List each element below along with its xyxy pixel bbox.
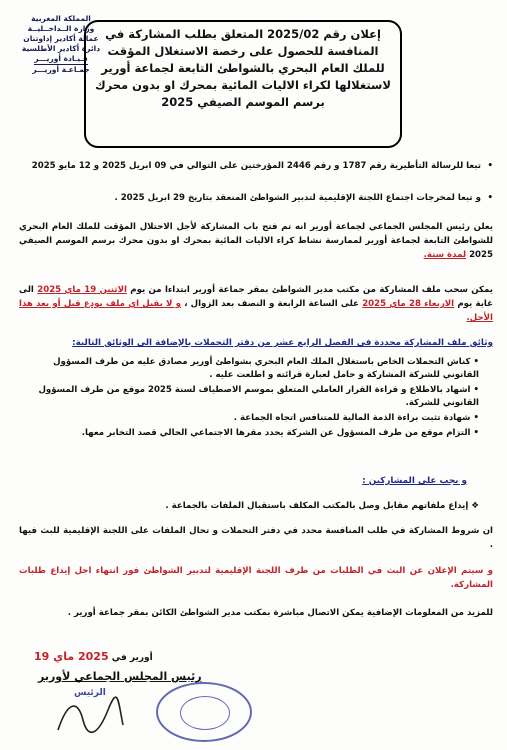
letterhead-line: قـيـادة أوريـــر [34, 54, 88, 63]
signature-date: أورير في 2025 ماي 19 [34, 650, 153, 663]
reference-bullet-1: •تبعا للرسالة التأطيرية رقم 1787 و رقم 2446 المؤرختين على التوالي في 09 ابريل 2025 و 12 مايو 2025 [31, 161, 493, 171]
letterhead-line: جمـاعـة أوريـــر [32, 65, 90, 74]
conditions-paragraph: ان شروط المشاركة في طلب المنافسة محدد في دفتر التحملات و تحال الملفات على اللجنة الإقليمية للبث فيها . [19, 526, 493, 550]
obligations-header: و يجب على المشاركين : [362, 476, 467, 486]
announcement-title-box [84, 20, 402, 148]
deadline-warning: و لا يقبل اي ملف يودع قبل أو بعد هذا الأجل. [19, 299, 493, 323]
obligations-list [17, 500, 479, 515]
announcement-season: برسم الموسم الصيفي 2025 [161, 95, 325, 109]
letterhead-line: دائرة أكادير الأطلسية [21, 44, 101, 53]
list-item: • شهادة تثبت براءة الذمة المالية للمتنافس اتجاه الجماعة . [233, 413, 479, 423]
announcement-title: إعلان رقم 2025/02 المتعلق بطلب المشاركة في المنافسة للحصول على رخصة الاستغلال المؤقت للملك العام البحري بالشواطئ التابعة لجماعة أورير لاستغلالها لكراء الاليات المائية بمحرك او بدون محرك [95, 27, 391, 92]
list-item: ❖ إيداع ملفاتهم مقابل وصل بالمكتب المكلف باستقبال الملفات بالجماعة . [165, 501, 479, 511]
results-paragraph: و سيتم الإعلان عن البث في الطلبات من طرف اللجنة الإقليمية لتدبير الشواطئ فور انتهاء اجل إيداع طلبات المشاركة. [19, 566, 493, 590]
end-date: الاربعاء 28 ماي 2025 [362, 299, 455, 309]
opening-paragraph: يعلن رئيس المجلس الجماعي لجماعة أورير انه تم فتح باب المشاركة لأجل الاحتلال المؤقت للملك العام البحري للشواطئ التابعة لجماعة أورير لممارسة نشاط كراء الاليات المائية بمحرك او بدون محرك برسم الموسم الصيفي 2025 لمدة سنة. [19, 222, 493, 260]
signatory-name: رئيس المجلس الجماعي لأورير [38, 670, 202, 683]
letterhead-line: المملكة المغربية [31, 14, 91, 23]
signatory-role: الرئيس [74, 688, 106, 698]
list-item: • كناش التحملات الخاص باستغلال الملك العام البحري بشواطئ أورير مصادق عليه من طرف المسؤول القانوني للشركة المشاركة و حامل لعبارة قرائته و اطلعت عليه . [53, 357, 479, 380]
letterhead-line: عمالة أكادير إداوتنان [23, 34, 99, 43]
reference-bullet-2: •و تبعا لمخرجات اجتماع اللجنة الإقليمية لتدبير الشواطئ المنعقد بتاريخ 29 ابريل 2025 . [114, 193, 493, 203]
start-date: الاثنين 19 ماي 2025 [37, 285, 127, 295]
documents-header: وثائق ملف المشاركة محددة في الفصل الرابع عشر من دفتر التحملات بالإضافة الى الوثائق التالية: [72, 338, 493, 348]
documents-list [17, 356, 479, 442]
list-item: • التزام موقع من طرف المسؤول عن الشركة يحدد مقرها الاجتماعي الحالي قصد التخابر معها. [81, 428, 479, 438]
letterhead-line: وزارة الــداخــليــة [27, 24, 95, 33]
list-item: • اشهاد بالاطلاع و قراءة القرار العاملي المتعلق بموسم الاصطياف لسنة 2025 موقع من طرف المسؤول القانوني للشركة. [38, 385, 479, 408]
contact-paragraph: للمزيد من المعلومات الإضافية يمكن الاتصال مباشرة بمكتب مدير الشواطئ الكائن بمقر جماعة أورير . [67, 608, 493, 618]
handwritten-signature [48, 690, 128, 740]
official-stamp [156, 682, 252, 742]
withdrawal-paragraph: يمكن سحب ملف المشاركة من مكتب مدير الشواطئ بمقر جماعة أورير ابتداءا من يوم الاثنين 19 ماي 2025 الى غاية يوم الاربعاء 28 ماي 2025 على الساعة الرابعة و النصف بعد الزوال ، و لا يقبل اي ملف يودع قبل أو بعد هذا الأجل. [19, 285, 494, 323]
duration-text: لمدة سنة. [423, 250, 467, 260]
